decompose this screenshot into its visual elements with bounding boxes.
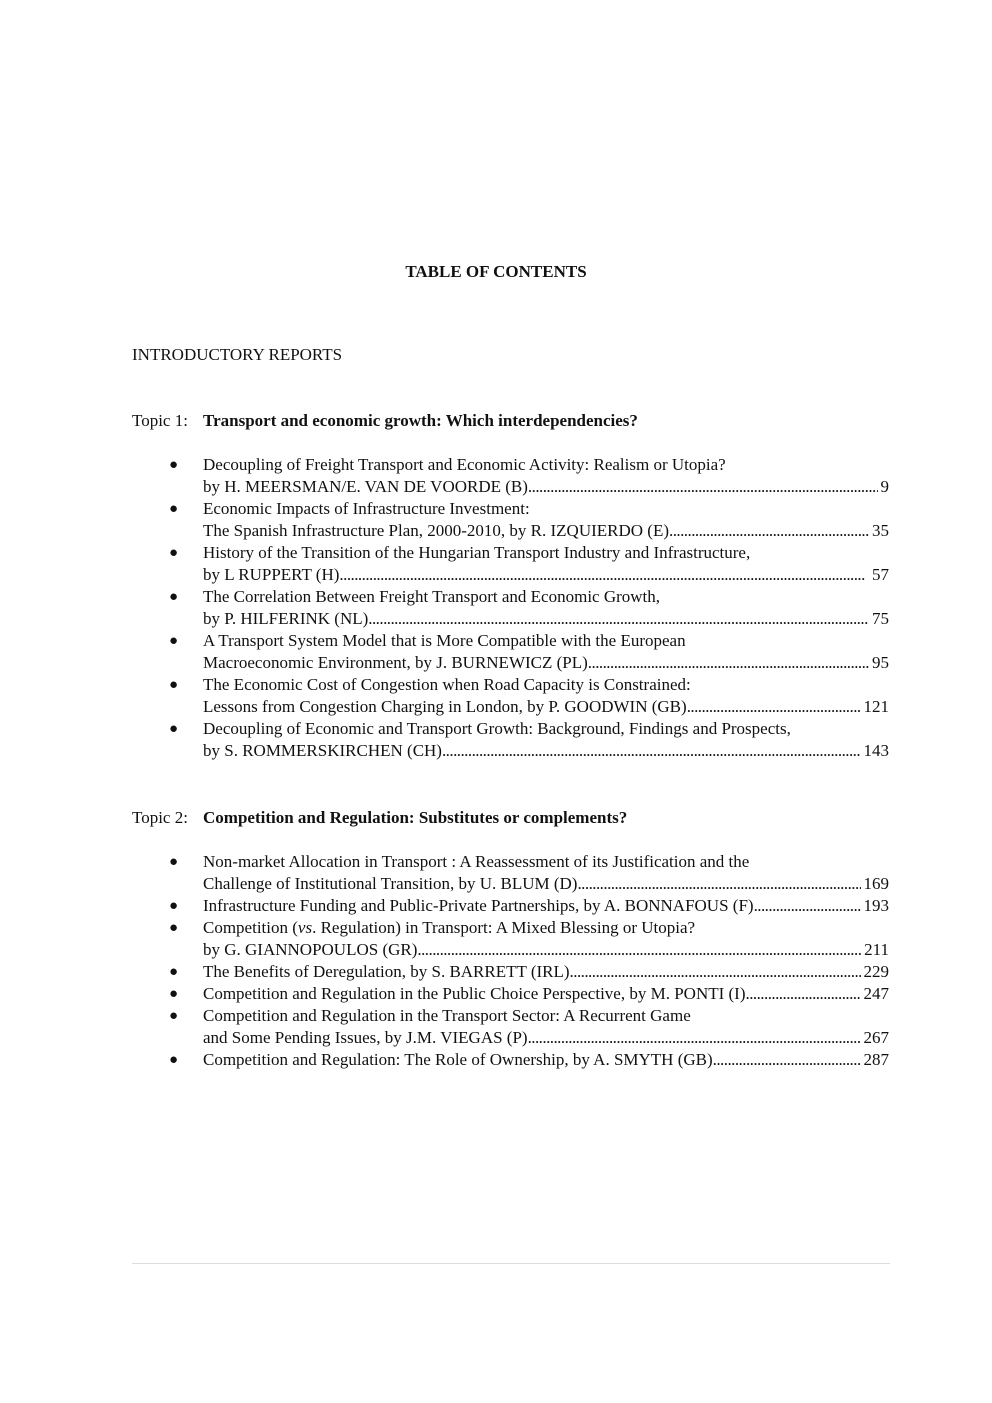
topic-2 bbox=[132, 807, 892, 1069]
toc-entry[interactable] bbox=[132, 586, 889, 630]
entry-title: Decoupling of Economic and Transport Growth: Background, Findings and Prospects, bbox=[203, 719, 791, 738]
dot-leader bbox=[570, 961, 861, 983]
entry-title: Economic Impacts of Infrastructure Investment: bbox=[203, 499, 530, 518]
bullet-icon: ● bbox=[169, 854, 179, 870]
entry-author: by H. MEERSMAN/E. VAN DE VOORDE (B) bbox=[203, 477, 528, 496]
page-title: TABLE OF CONTENTS bbox=[405, 262, 587, 281]
topic-heading bbox=[132, 807, 892, 829]
topic-label: Topic 1: bbox=[132, 411, 188, 430]
toc-entry[interactable] bbox=[132, 542, 889, 586]
section-heading: INTRODUCTORY REPORTS bbox=[132, 345, 343, 364]
toc-entry[interactable] bbox=[132, 895, 889, 917]
toc-entry[interactable] bbox=[132, 718, 889, 762]
entry-title: Competition (vs. Regulation) in Transport: A Mixed Blessing or Utopia? bbox=[203, 918, 696, 937]
bullet-icon: ● bbox=[169, 898, 179, 914]
entry-title: Non-market Allocation in Transport : A Reassessment of its Justification and the bbox=[203, 852, 750, 871]
dot-leader bbox=[669, 520, 869, 542]
dot-leader bbox=[368, 608, 869, 630]
entry-author: The Spanish Infrastructure Plan, 2000-2010, by R. IZQUIERDO (E) bbox=[203, 521, 669, 540]
page-number: 287 bbox=[863, 1050, 889, 1069]
dot-leader bbox=[588, 652, 869, 674]
entry-author: and Some Pending Issues, by J.M. VIEGAS (P) bbox=[203, 1028, 528, 1047]
page-number: 193 bbox=[863, 896, 889, 915]
toc-entry[interactable] bbox=[132, 961, 889, 983]
entry-author: Challenge of Institutional Transition, by U. BLUM (D) bbox=[203, 874, 578, 893]
bullet-icon: ● bbox=[169, 501, 179, 517]
toc-entry[interactable] bbox=[132, 851, 889, 895]
bullet-icon: ● bbox=[169, 1052, 179, 1068]
entry-author: by S. ROMMERSKIRCHEN (CH) bbox=[203, 741, 442, 760]
topic-title: Transport and economic growth: Which interdependencies? bbox=[203, 411, 638, 430]
entry-title: Competition and Regulation: The Role of Ownership, by A. SMYTH (GB) bbox=[203, 1050, 713, 1069]
dot-leader bbox=[746, 983, 861, 1005]
entry-author: by P. HILFERINK (NL) bbox=[203, 609, 369, 628]
bullet-icon: ● bbox=[169, 589, 179, 605]
page-number: 229 bbox=[863, 962, 889, 981]
topic-1-entries bbox=[132, 454, 892, 762]
bullet-icon: ● bbox=[169, 920, 179, 936]
bullet-icon: ● bbox=[169, 545, 179, 561]
topic-label: Topic 2: bbox=[132, 808, 188, 827]
dot-leader bbox=[339, 564, 869, 586]
entry-author: Macroeconomic Environment, by J. BURNEWICZ (PL) bbox=[203, 653, 588, 672]
bullet-icon: ● bbox=[169, 721, 179, 737]
entry-title: Decoupling of Freight Transport and Economic Activity: Realism or Utopia? bbox=[203, 455, 726, 474]
topic-2-entries bbox=[132, 851, 892, 1071]
toc-entry[interactable] bbox=[132, 498, 889, 542]
entry-author: Lessons from Congestion Charging in London, by P. GOODWIN (GB) bbox=[203, 697, 687, 716]
toc-entry[interactable] bbox=[132, 917, 889, 961]
entry-title: Competition and Regulation in the Public Choice Perspective, by M. PONTI (I) bbox=[203, 984, 746, 1003]
dot-leader bbox=[417, 939, 861, 961]
bullet-icon: ● bbox=[169, 964, 179, 980]
entry-title: The Benefits of Deregulation, by S. BARRETT (IRL) bbox=[203, 962, 570, 981]
bullet-icon: ● bbox=[169, 457, 179, 473]
dot-leader bbox=[713, 1049, 861, 1071]
entry-author: by G. GIANNOPOULOS (GR) bbox=[203, 940, 418, 959]
topic-title: Competition and Regulation: Substitutes or complements? bbox=[203, 808, 628, 827]
toc-entry[interactable] bbox=[132, 630, 889, 674]
toc-entry[interactable] bbox=[132, 674, 889, 718]
entry-title: History of the Transition of the Hungarian Transport Industry and Infrastructure, bbox=[203, 543, 751, 562]
topic-heading bbox=[132, 410, 892, 432]
entry-title: The Economic Cost of Congestion when Road Capacity is Constrained: bbox=[203, 675, 691, 694]
dot-leader bbox=[577, 873, 860, 895]
bullet-icon: ● bbox=[169, 677, 179, 693]
footer-divider bbox=[132, 1263, 890, 1264]
topic-1 bbox=[132, 410, 892, 760]
dot-leader bbox=[687, 696, 861, 718]
dot-leader bbox=[528, 1027, 861, 1049]
page-number: 169 bbox=[863, 874, 889, 893]
page-number: 35 bbox=[872, 521, 889, 540]
entry-author: by L RUPPERT (H) bbox=[203, 565, 340, 584]
bullet-icon: ● bbox=[169, 986, 179, 1002]
page-number: 267 bbox=[863, 1028, 889, 1047]
toc-entry[interactable] bbox=[132, 1049, 889, 1071]
entry-title: The Correlation Between Freight Transport and Economic Growth, bbox=[203, 587, 661, 606]
page-number: 9 bbox=[880, 477, 889, 496]
entry-title: Infrastructure Funding and Public-Private Partnerships, by A. BONNAFOUS (F) bbox=[203, 896, 754, 915]
toc-entry[interactable] bbox=[132, 983, 889, 1005]
toc-entry[interactable] bbox=[132, 454, 889, 498]
bullet-icon: ● bbox=[169, 633, 179, 649]
page-number: 57 bbox=[872, 565, 889, 584]
toc-entry[interactable] bbox=[132, 1005, 889, 1049]
bullet-icon: ● bbox=[169, 1008, 179, 1024]
page-number: 143 bbox=[863, 741, 889, 760]
dot-leader bbox=[442, 740, 861, 762]
dot-leader bbox=[754, 895, 861, 917]
page-number: 247 bbox=[863, 984, 889, 1003]
page-number: 75 bbox=[872, 609, 889, 628]
dot-leader bbox=[528, 476, 878, 498]
page-number: 95 bbox=[872, 653, 889, 672]
entry-title: A Transport System Model that is More Compatible with the European bbox=[203, 631, 686, 650]
page-number: 121 bbox=[863, 697, 889, 716]
page-number: 211 bbox=[864, 940, 889, 959]
entry-title: Competition and Regulation in the Transport Sector: A Recurrent Game bbox=[203, 1006, 691, 1025]
